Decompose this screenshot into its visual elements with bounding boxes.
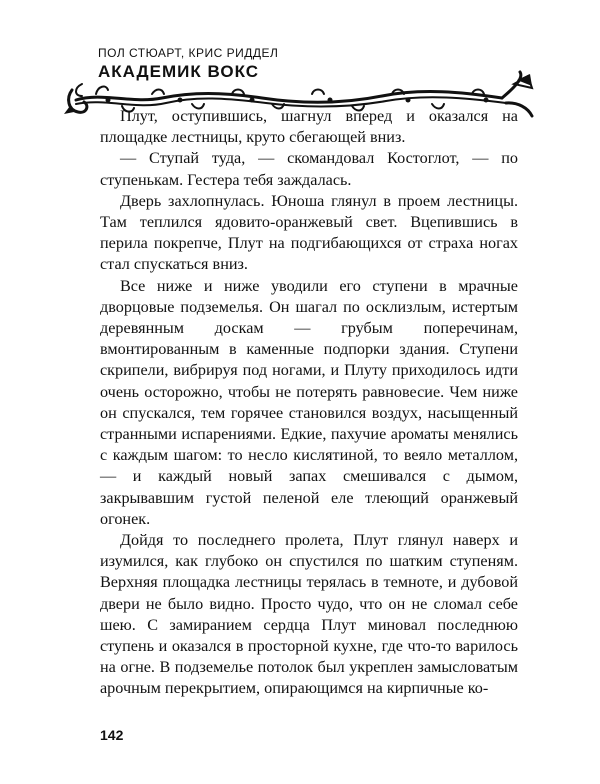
paragraph: Дверь захлопнулась. Юноша глянул в проем лестницы. Там теплился ядовито-оранжевый свет. Вцепившись в перила покрепче, Плут на подгибающихся от страха ногах стал спускаться вниз. bbox=[100, 191, 518, 274]
page-number: 142 bbox=[100, 727, 124, 743]
paragraph: — Ступай туда, — скомандовал Костоглот, — по ступенькам. Гестера тебя заждалась. bbox=[100, 149, 518, 189]
paragraph: Все ниже и ниже уводили его ступени в мрачные дворцовые подземелья. Он шагал по осклизлым, истертым деревянным доскам — грубым поперечинам, вмонтированным в каменные подпорки здания. Ступени скрипели, вибрируя под ногами, и Плуту приходилось идти очень осторожно, чтобы не потерять равновесие. Чем ниже он спускался, тем горячее становился воздух, насыщенный странными испарениями. Едкие, пахучие ароматы менялись с каждым шагом: то несло кислятиной, то веяло металлом, — и каждый новый запах смешивался с дымом, закрывавшим густой пеленой еле тлеющий оранжевый огонек. bbox=[100, 276, 518, 528]
paragraph: Дойдя то последнего пролета, Плут глянул наверх и изумился, как глубоко он спустился по шатким ступеням. Верхняя площадка лестницы терялась в темноте, и дубовой двери не было видно. Просто чудо, что он не сломал себе шею. С замиранием сердца Плут миновал последнюю ступень и оказался в просторной кухне, где что-то варилось на огне. В подземелье потолок был укреплен замысловатым арочным перекрытием, опирающимся на кирпичные ко- bbox=[100, 531, 518, 698]
header-book-title: АКАДЕМИК ВОКС bbox=[98, 62, 259, 81]
body-text bbox=[100, 106, 518, 700]
paragraph: Плут, оступившись, шагнул вперед и оказался на площадке лестницы, круто сбегающей вниз. bbox=[100, 107, 518, 147]
header-authors: ПОЛ СТЮАРТ, КРИС РИДДЕЛ bbox=[98, 46, 279, 60]
